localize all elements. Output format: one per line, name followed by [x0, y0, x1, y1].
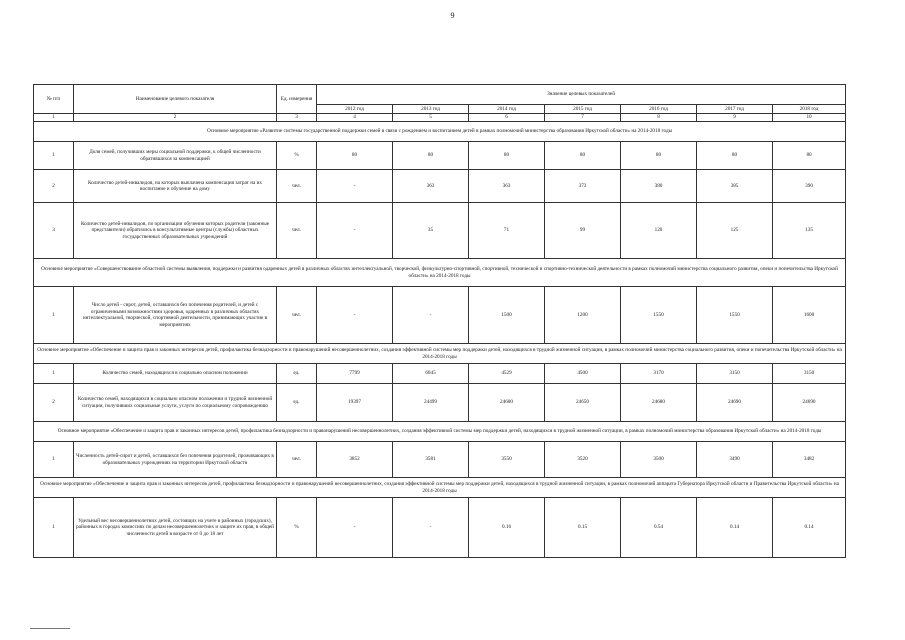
column-number: 1: [34, 114, 74, 122]
unit: чел.: [277, 203, 317, 259]
value-cell: 24499: [393, 384, 469, 422]
section-title: Основное мероприятие «Совершенствование областной системы выявления, поддержки и развития одаренных детей в различных областях интеллектуальной, творческой, физкультурно-спортивной, спортивной, технической и спортивно-технической деятельности в рамках полномочий министерства социального развития, опеки и попечительства Иркутской области» на 2014-2018 годы: [34, 259, 846, 287]
value-cell: 4529: [469, 364, 545, 384]
value-cell: 390: [773, 170, 846, 203]
header-year: 2015 год: [545, 105, 621, 114]
value-cell: 99: [545, 203, 621, 259]
header-year: 2013 год: [393, 105, 469, 114]
indicator-name: Численность детей-сирот и детей, оставшихся без попечения родителей, проживающих в образовательных учреждениях на территории Иркутской области: [74, 442, 277, 478]
value-cell: 80: [545, 142, 621, 170]
row-num: 1: [34, 442, 74, 478]
value-cell: 3150: [773, 364, 846, 384]
value-cell: 3852: [317, 442, 393, 478]
header-year: 2014 год: [469, 105, 545, 114]
table-row: [34, 203, 846, 259]
unit: ед.: [277, 364, 317, 384]
page-number: 9: [450, 11, 455, 20]
value-cell: 24690: [773, 384, 846, 422]
value-cell: 80: [317, 142, 393, 170]
indicator-name: Удельный вес несовершеннолетних детей, состоящих на учете в районных (городских), районных в городах комиссиях по делам несовершеннолетних и защите их прав, в общей численности детей в возрасте от 0 до 18 лет: [74, 498, 277, 558]
value-cell: 80: [621, 142, 697, 170]
section-title: Основное мероприятие «Обеспечение и защита прав и законных интересов детей, профилактика безнадзорности и правонарушений несовершеннолетних, создания эффективной системы мер поддержки детей, находящихся в трудной жизненной ситуации, в рамках полномочий министерства образования Иркутской области» на 2014-2018 годы: [34, 422, 846, 442]
value-cell: 80: [469, 142, 545, 170]
column-number: 2: [74, 114, 277, 122]
value-cell: 1200: [545, 287, 621, 344]
value-cell: 24600: [469, 384, 545, 422]
value-cell: 0.14: [697, 498, 773, 558]
row-num: 1: [34, 142, 74, 170]
header-row-top: [34, 85, 846, 105]
header-values-group: Значение целевых показателей: [317, 85, 846, 105]
value-cell: 1550: [697, 287, 773, 344]
section-title-row: [34, 259, 846, 287]
row-num: 1: [34, 287, 74, 344]
value-cell: 1500: [469, 287, 545, 344]
value-cell: 24680: [621, 384, 697, 422]
value-cell: 3500: [621, 442, 697, 478]
column-number: 9: [697, 114, 773, 122]
indicator-name: Количество детей-инвалидов, по организации обучения которых родители (законные представители) обратились в консультативные центры (службы) областных государственных образовательных учреждений: [74, 203, 277, 259]
value-cell: 80: [773, 142, 846, 170]
indicator-name: Количество семей, находящихся в социально опасном положении: [74, 364, 277, 384]
value-cell: 0.14: [773, 498, 846, 558]
table-row: [34, 142, 846, 170]
column-number: 5: [393, 114, 469, 122]
row-num: 2: [34, 170, 74, 203]
header-year: 2017 год: [697, 105, 773, 114]
value-cell: 363: [469, 170, 545, 203]
column-number: 10: [773, 114, 846, 122]
value-cell: 3482: [773, 442, 846, 478]
value-cell: -: [393, 498, 469, 558]
value-cell: 24650: [545, 384, 621, 422]
section-title: Основное мероприятие «Развитие системы государственной поддержки семей в связи с рождением и воспитанием детей в рамках полномочий министерства образования Иркутской области» на 2014-2018 годы: [34, 122, 846, 142]
value-cell: 6045: [393, 364, 469, 384]
row-num: 3: [34, 203, 74, 259]
unit: %: [277, 498, 317, 558]
header-name: Наименование целевого показателя: [74, 85, 277, 114]
column-number: 4: [317, 114, 393, 122]
indicator-name: Число детей - сирот, детей, оставшихся без попечения родителей, и детей с ограниченными возможностями здоровья, одаренных в различных областях интеллектуальной, творческой, спортивной деятельности, принимающих участие в мероприятиях: [74, 287, 277, 344]
footer-rule: [30, 628, 70, 629]
column-number: 6: [469, 114, 545, 122]
section-title-row: [34, 422, 846, 442]
value-cell: 1550: [621, 287, 697, 344]
indicators-table: [33, 84, 846, 558]
value-cell: 3150: [697, 364, 773, 384]
header-num: № п/п: [34, 85, 74, 114]
table-row: [34, 364, 846, 384]
value-cell: 0.16: [469, 498, 545, 558]
value-cell: 71: [469, 203, 545, 259]
value-cell: 125: [697, 203, 773, 259]
row-num: 1: [34, 498, 74, 558]
value-cell: 0.15: [545, 498, 621, 558]
value-cell: 4500: [545, 364, 621, 384]
unit: чел.: [277, 442, 317, 478]
column-number: 3: [277, 114, 317, 122]
value-cell: 3490: [697, 442, 773, 478]
value-cell: -: [317, 170, 393, 203]
value-cell: -: [317, 287, 393, 344]
unit: чел.: [277, 170, 317, 203]
indicator-name: Количество детей-инвалидов, на которых выплачена компенсация затрат на их воспитание и обучение на дому: [74, 170, 277, 203]
value-cell: 135: [773, 203, 846, 259]
row-num: 1: [34, 364, 74, 384]
section-title-row: [34, 478, 846, 498]
row-num: 2: [34, 384, 74, 422]
value-cell: 380: [621, 170, 697, 203]
value-cell: 80: [697, 142, 773, 170]
section-title: Основное мероприятие «Обеспечение и защита прав и законных интересов детей, профилактика безнадзорности и правонарушений несовершеннолетних, создания эффективной системы мер поддержки детей, находящихся в трудной жизненной ситуации, в рамках полномочий аппарата Губернатора Иркутской области и Правительства Иркутской области» на 2014-2018 годы: [34, 478, 846, 498]
value-cell: 3170: [621, 364, 697, 384]
table-row: [34, 170, 846, 203]
value-cell: -: [317, 498, 393, 558]
column-number: 8: [621, 114, 697, 122]
value-cell: 1600: [773, 287, 846, 344]
value-cell: 3581: [393, 442, 469, 478]
value-cell: 19397: [317, 384, 393, 422]
value-cell: 385: [697, 170, 773, 203]
value-cell: 35: [393, 203, 469, 259]
unit: %: [277, 142, 317, 170]
value-cell: -: [317, 203, 393, 259]
value-cell: 24690: [697, 384, 773, 422]
table-row: [34, 442, 846, 478]
unit: чел.: [277, 287, 317, 344]
section-title-row: [34, 122, 846, 142]
header-year: 2018 год: [773, 105, 846, 114]
value-cell: 363: [393, 170, 469, 203]
section-title: Основное мероприятие «Обеспечение и защита прав и законных интересов детей, профилактика безнадзорности и правонарушений несовершеннолетних, создания эффективной системы мер поддержки детей, находящихся в трудной жизненной ситуации, в рамках полномочий министерства социального развития, опеки и попечительства Иркутской области» на 2014-2018 годы: [34, 344, 846, 364]
column-number: 7: [545, 114, 621, 122]
value-cell: 0.54: [621, 498, 697, 558]
value-cell: 373: [545, 170, 621, 203]
header-year: 2016 год: [621, 105, 697, 114]
header-year: 2012 год: [317, 105, 393, 114]
value-cell: 7799: [317, 364, 393, 384]
section-title-row: [34, 344, 846, 364]
table-row: [34, 384, 846, 422]
column-numbers-row: [34, 114, 846, 122]
value-cell: 3520: [545, 442, 621, 478]
indicator-name: Доля семей, получивших меры социальной поддержки, к общей численности обратившихся за компенсацией: [74, 142, 277, 170]
value-cell: -: [393, 287, 469, 344]
indicator-name: Количество семей, находящихся в социально опасном положении и трудной жизненной ситуации, получивших социальные услуги, услуги по социальному сопровождению: [74, 384, 277, 422]
unit: ед.: [277, 384, 317, 422]
value-cell: 80: [393, 142, 469, 170]
value-cell: 3550: [469, 442, 545, 478]
value-cell: 120: [621, 203, 697, 259]
table-row: [34, 287, 846, 344]
table-row: [34, 498, 846, 558]
header-unit: Ед. измерения: [277, 85, 317, 114]
